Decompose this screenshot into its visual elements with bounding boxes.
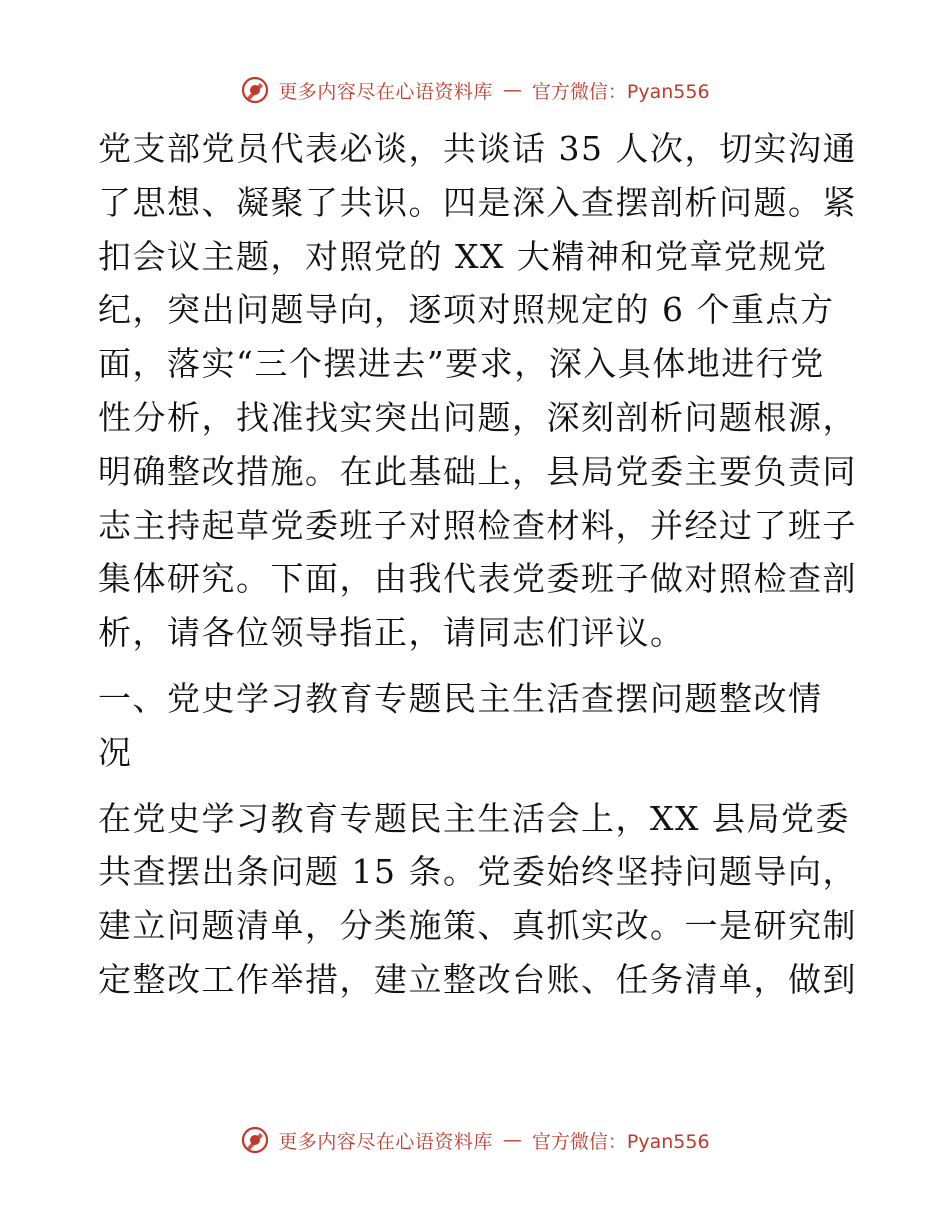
text-line: 明确整改措施。在此基础上，县局党委主要负责同 (98, 451, 857, 491)
text-line: 面，落实“三个摆进去”要求，深入具体地进行党 (98, 344, 825, 384)
text-line: 集体研究。下面，由我代表党委班子做对照检查剖 (98, 559, 857, 599)
header-banner-text: 更多内容尽在心语资料库 (278, 80, 493, 103)
text-line: 性分析，找准找实突出问题，深刻剖析问题根源， (98, 397, 857, 437)
text-line: 了思想、凝聚了共识。四是深入查摆剖析问题。紧 (98, 182, 857, 222)
paragraph-1 (98, 122, 858, 660)
text-line: 析，请各位领导指正，请同志们评议。 (98, 613, 685, 653)
paragraph-spacer (98, 660, 858, 672)
text-line: 定整改工作举措，建立整改台账、任务清单，做到 (98, 959, 857, 999)
document-body (98, 122, 858, 1007)
quill-seal-icon (240, 75, 270, 105)
text-line: 在党史学习教育专题民主生活会上，XX 县局党委 (98, 798, 850, 838)
heading-line: 况 (98, 732, 133, 772)
text-line: 共查摆出条问题 15 条。党委始终坚持问题导向， (98, 852, 857, 892)
section-heading (98, 672, 858, 780)
paragraph-2 (98, 792, 858, 1007)
text-line: 扣会议主题，对照党的 XX 大精神和党章党规党 (98, 236, 828, 276)
header-banner (0, 72, 950, 108)
paragraph-spacer (98, 780, 858, 792)
text-line: 建立问题清单，分类施策、真抓实改。一是研究制 (98, 906, 857, 946)
text-line: 纪，突出问题导向，逐项对照规定的 6 个重点方 (98, 290, 835, 330)
header-banner-separator: — (502, 79, 522, 101)
header-banner-wechat: 官方微信：Pyan556 (531, 80, 710, 103)
text-line: 志主持起草党委班子对照检查材料，并经过了班子 (98, 505, 857, 545)
footer-banner-separator: — (502, 1129, 522, 1151)
text-line: 党支部党员代表必谈，共谈话 35 人次，切实沟通 (98, 129, 857, 168)
footer-banner (0, 1122, 950, 1158)
footer-banner-wechat: 官方微信：Pyan556 (531, 1130, 710, 1153)
footer-banner-text: 更多内容尽在心语资料库 (278, 1130, 493, 1153)
heading-line: 一、党史学习教育专题民主生活查摆问题整改情 (98, 678, 823, 718)
quill-seal-icon (240, 1125, 270, 1155)
